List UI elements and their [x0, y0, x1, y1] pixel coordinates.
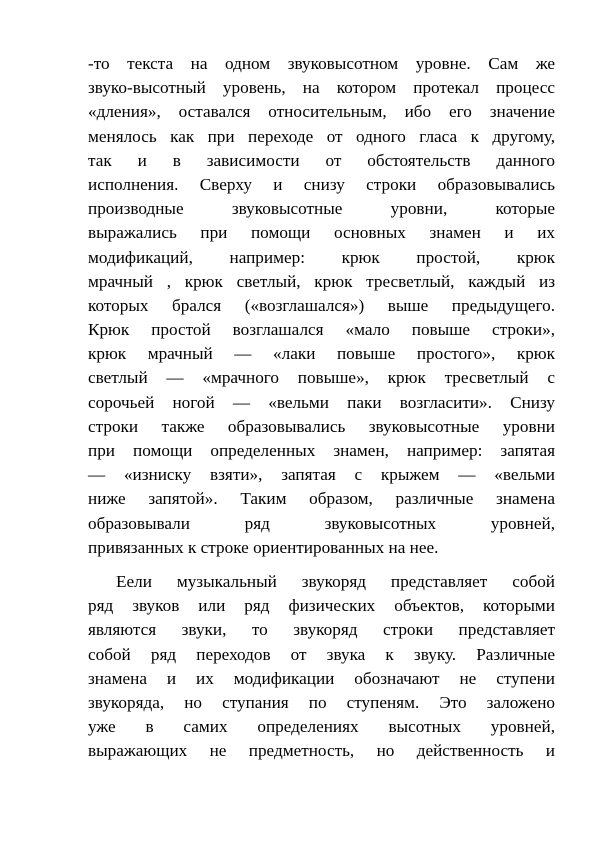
text-line: являются звуки, то звукоряд строки представляет [88, 620, 555, 640]
text-line: выражающих не предметность, но действенность и [88, 741, 555, 761]
text-line: Крюк простой возглашался «мало повыше строки», [88, 320, 555, 340]
text-line: которых брался («возглашался») выше предыдущего. [88, 295, 555, 315]
text-line: Еели музыкальный звукоряд представляет собой [116, 572, 555, 591]
text-line: ряд звуков или ряд физических объектов, которыми [88, 596, 555, 616]
text-line: исполнения. Сверху и снизу строки образовывались [88, 174, 555, 194]
text-line: сорочьей ногой — «вельми паки возгласити». Снизу [88, 392, 555, 412]
text-line: звукоряда, но ступания по ступеням. Это заложено [88, 692, 555, 712]
text-line: мрачный , крюк светлый, крюк тресветлый, каждый из [88, 271, 555, 291]
paragraph-1 [88, 52, 555, 560]
text-line: так и в зависимости от обстоятельств данного [88, 150, 555, 170]
text-line: строки также образовывались звуковысотные уровни [88, 416, 555, 436]
text-line: модификаций, например: крюк простой, крюк [88, 247, 555, 267]
text-line: уже в самих определениях высотных уровней, [88, 717, 555, 737]
text-line: знамена и их модификации обозначают не ступени [88, 668, 555, 688]
text-line: -то текста на одном звуковысотном уровне. Сам же [88, 54, 555, 73]
text-line: светлый — «мрачного повыше», крюк тресветлый с [88, 368, 555, 388]
text-line: менялось как при переходе от одного гласа к другому, [88, 126, 555, 146]
text-line: ниже запятой». Таким образом, различные знамена [88, 489, 555, 509]
text-line: выражались при помощи основных знамен и их [88, 223, 555, 243]
text-line: собой ряд переходов от звука к звуку. Различные [88, 644, 555, 664]
text-line: при помощи определенных знамен, например: запятая [88, 441, 555, 460]
paragraph-2 [88, 570, 555, 764]
text-line: «дления», оставался относительным, ибо его значение [88, 102, 555, 122]
text-line: образовывали ряд звуковысотных уровней, [88, 513, 555, 533]
text-line: — «изниску взяти», запятая с крыжем — «вельми [88, 465, 555, 485]
text-line: звуко-высотный уровень, на котором протекал процесс [88, 78, 555, 98]
text-line: крюк мрачный — «лаки повыше простого», крюк [88, 344, 555, 364]
text-line: привязанных к строке ориентированных на нее. [88, 537, 439, 557]
text-line: производные звуковысотные уровни, которые [88, 199, 555, 219]
